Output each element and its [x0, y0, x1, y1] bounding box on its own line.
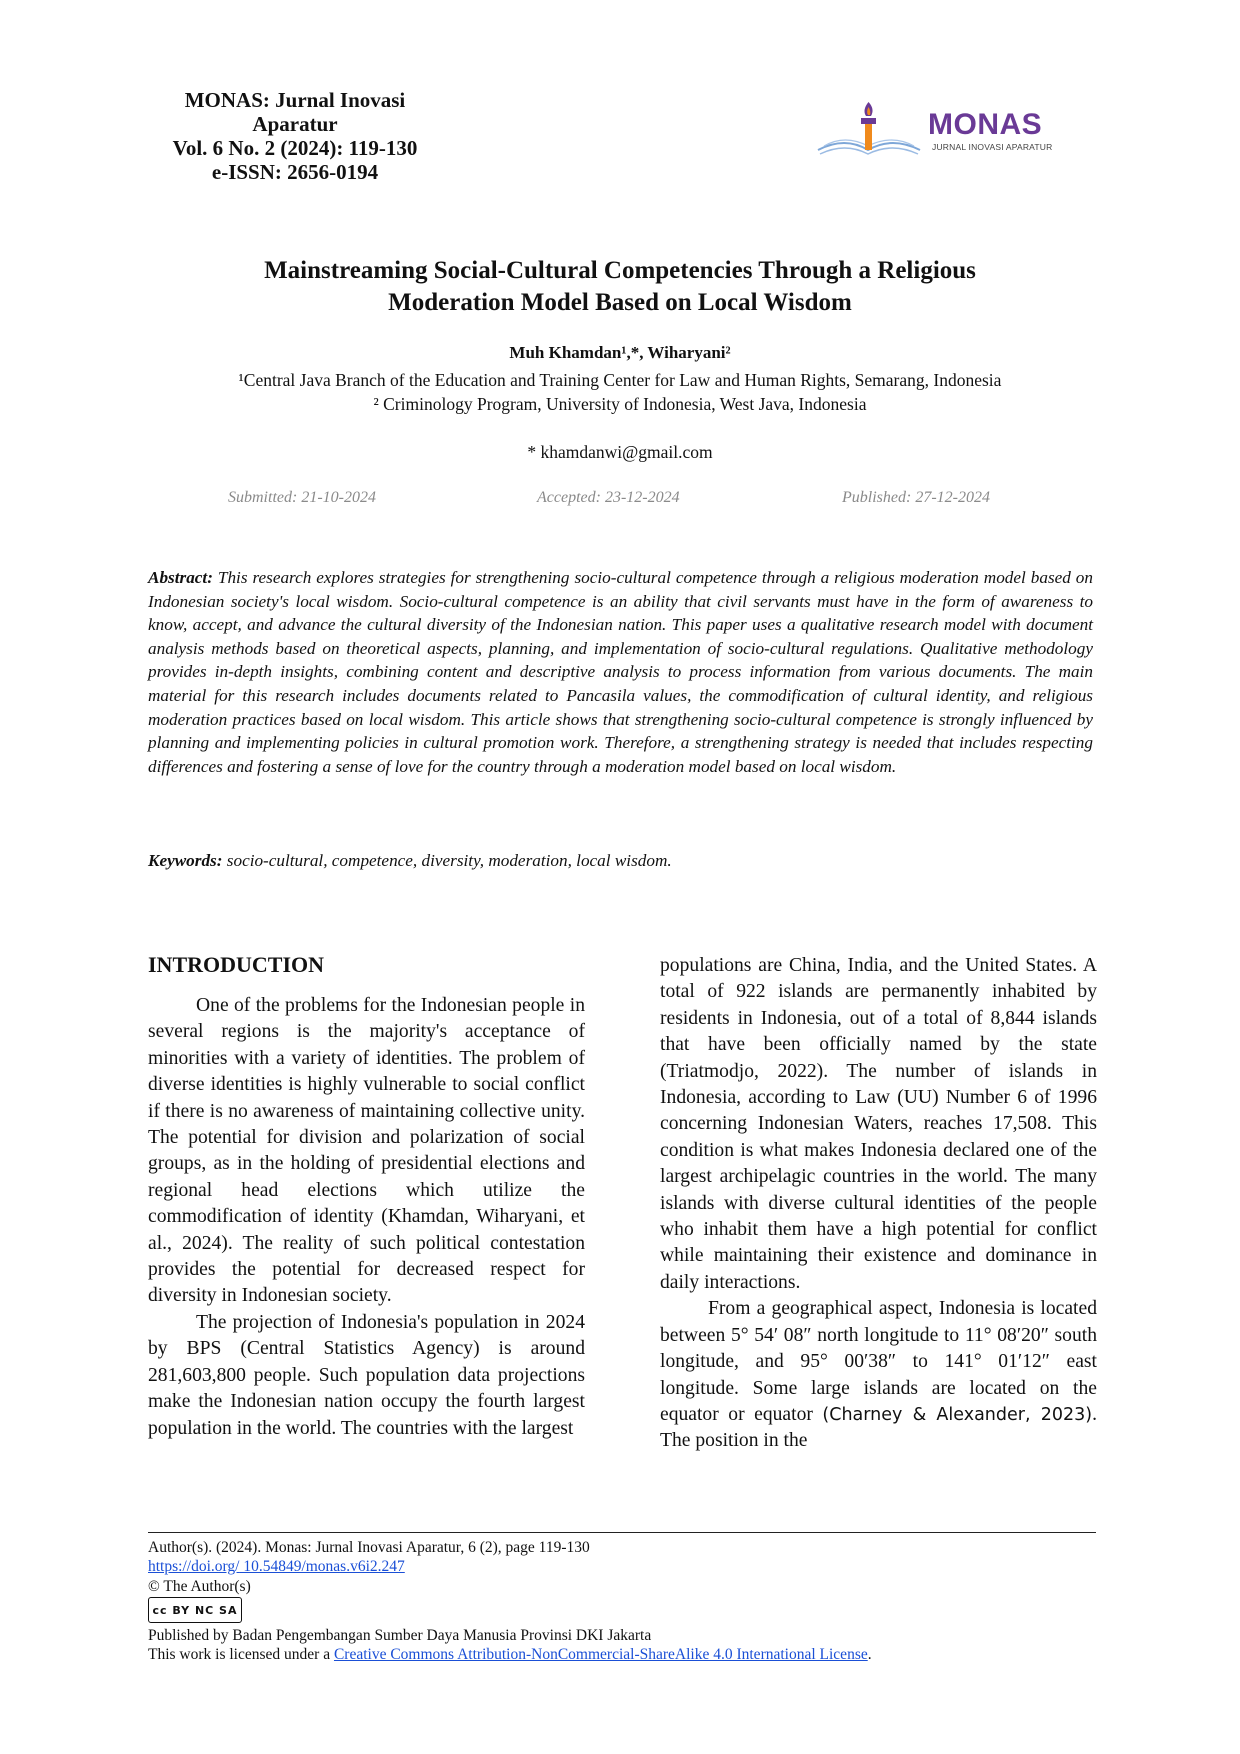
- accepted-date: Accepted: 23-12-2024: [537, 489, 680, 506]
- right-column: [660, 953, 1097, 1455]
- submitted-date: Submitted: 21-10-2024: [228, 489, 376, 506]
- license-link[interactable]: Creative Commons Attribution-NonCommercial-ShareAlike 4.0 International License: [333, 1646, 868, 1663]
- published-date: Published: 27-12-2024: [842, 489, 990, 506]
- affiliation-2: ² Criminology Program, University of Indonesia, West Java, Indonesia: [373, 394, 867, 414]
- footer-license: [148, 1645, 872, 1664]
- footer-doi: [148, 1557, 405, 1576]
- footer-citation: Author(s). (2024). Monas: Jurnal Inovasi Aparatur, 6 (2), page 119-130: [148, 1539, 590, 1556]
- journal-logo: [810, 100, 1060, 170]
- author-list: Muh Khamdan¹,*, Wiharyani²: [509, 343, 731, 362]
- corresponding-email: * khamdanwi@gmail.com: [527, 442, 713, 462]
- keywords: [148, 851, 1093, 871]
- article-title: [150, 255, 1090, 319]
- keywords-text: socio-cultural, competence, diversity, moderation, local wisdom.: [222, 851, 672, 870]
- left-column: [148, 993, 585, 1442]
- doi-prefix-link[interactable]: https://doi.org/: [148, 1558, 240, 1575]
- abstract-text: This research explores strategies for strengthening socio-cultural competence through a religious moderation model based on Indonesian society's local wisdom. Socio-cultural competence is an ability that civil servants must have in the form of awareness to know, accept, and advance the cultural diversity of the Indonesian nation. This paper uses a qualitative research model with document analysis methods based on theoretical aspects, planning, and implementation of socio-cultural regulations. Qualitative methodology provides in-depth insights, combining content and descriptive analysis to process information from various documents. The main material for this research includes documents related to Pancasila values, the commodification of cultural identity, and religious moderation practices based on local wisdom. This article shows that strengthening socio-cultural competence is strongly influenced by planning and implementing policies in cultural promotion work. Therefore, a strengthening strategy is needed that includes respecting differences and fostering a sense of love for the country through a moderation model based on local wisdom.: [148, 568, 1093, 776]
- paragraph: [660, 1296, 1097, 1454]
- cc-license-badge[interactable]: cc BY NC SA: [148, 1597, 242, 1623]
- affiliation-1: ¹Central Java Branch of the Education and Training Center for Law and Human Rights, Semarang, Indonesia: [238, 370, 1002, 390]
- footer-publisher: Published by Badan Pengembangan Sumber Daya Manusia Provinsi DKI Jakarta: [148, 1627, 652, 1644]
- paragraph: The projection of Indonesia's population in 2024 by BPS (Central Statistics Agency) is around 281,603,800 people. Such population data projections make the Indonesian nation occupy the fourth largest population in the world. The countries with the largest: [148, 1311, 585, 1439]
- paragraph-text: . The position in the: [660, 1403, 1097, 1452]
- license-suffix: .: [867, 1646, 872, 1663]
- abstract: [148, 566, 1093, 778]
- logo-subtitle: JURNAL INOVASI APARATUR: [932, 142, 1053, 152]
- journal-volume: Vol. 6 No. 2 (2024): 119-130: [172, 136, 418, 160]
- journal-header: [150, 88, 440, 184]
- abstract-label: Abstract:: [148, 568, 213, 587]
- title-line-1: Mainstreaming Social-Cultural Competencies Through a Religious: [264, 257, 976, 284]
- logo-wordmark: MONAS: [928, 108, 1043, 141]
- paragraph-text: From a geographical aspect, Indonesia is located between 5° 54′ 08″ north longitude to 11° 08′20″ south longitude, and 95° 00′38″ to 141° 01′12″ east longitude. Some large islands are located on the equator or equator: [660, 1298, 1097, 1425]
- title-line-2: Moderation Model Based on Local Wisdom: [388, 289, 852, 316]
- journal-name: MONAS: Jurnal Inovasi Aparatur: [184, 88, 406, 136]
- torch-book-icon: [810, 100, 930, 162]
- keywords-label: Keywords:: [148, 851, 223, 870]
- footer-copyright: © The Author(s): [148, 1578, 251, 1595]
- section-heading: INTRODUCTION: [148, 952, 325, 977]
- paragraph: populations are China, India, and the United States. A total of 922 islands are permanently inhabited by residents in Indonesia, out of a total of 8,844 islands that have been officially named by the state (Triatmodjo, 2022). The number of islands in Indonesia, according to Law (UU) Number 6 of 1996 concerning Indonesian Waters, reaches 17,508. This condition is what makes Indonesia declared one of the largest archipelagic countries in the world. The many islands with diverse cultural identities of the people who inhabit them have a high potential for conflict while maintaining their existence and dominance in daily interactions.: [660, 955, 1097, 1293]
- license-prefix: This work is licensed under a: [148, 1646, 334, 1663]
- footer-divider: [148, 1532, 1096, 1533]
- doi-link[interactable]: 10.54849/monas.v6i2.247: [239, 1558, 405, 1575]
- paragraph: One of the problems for the Indonesian people in several regions is the majority's acceptance of minorities with a variety of identities. The problem of diverse identities is highly vulnerable to social conflict if there is no awareness of maintaining collective unity. The potential for division and polarization of social groups, as in the holding of presidential elections and regional head elections which utilize the commodification of identity (Khamdan, Wiharyani, et al., 2024). The reality of such political contestation provides the potential for decreased respect for diversity in Indonesian society.: [148, 995, 585, 1307]
- journal-issn: e-ISSN: 2656-0194: [211, 160, 379, 184]
- citation-text: (Charney & Alexander, 2023): [822, 1404, 1093, 1425]
